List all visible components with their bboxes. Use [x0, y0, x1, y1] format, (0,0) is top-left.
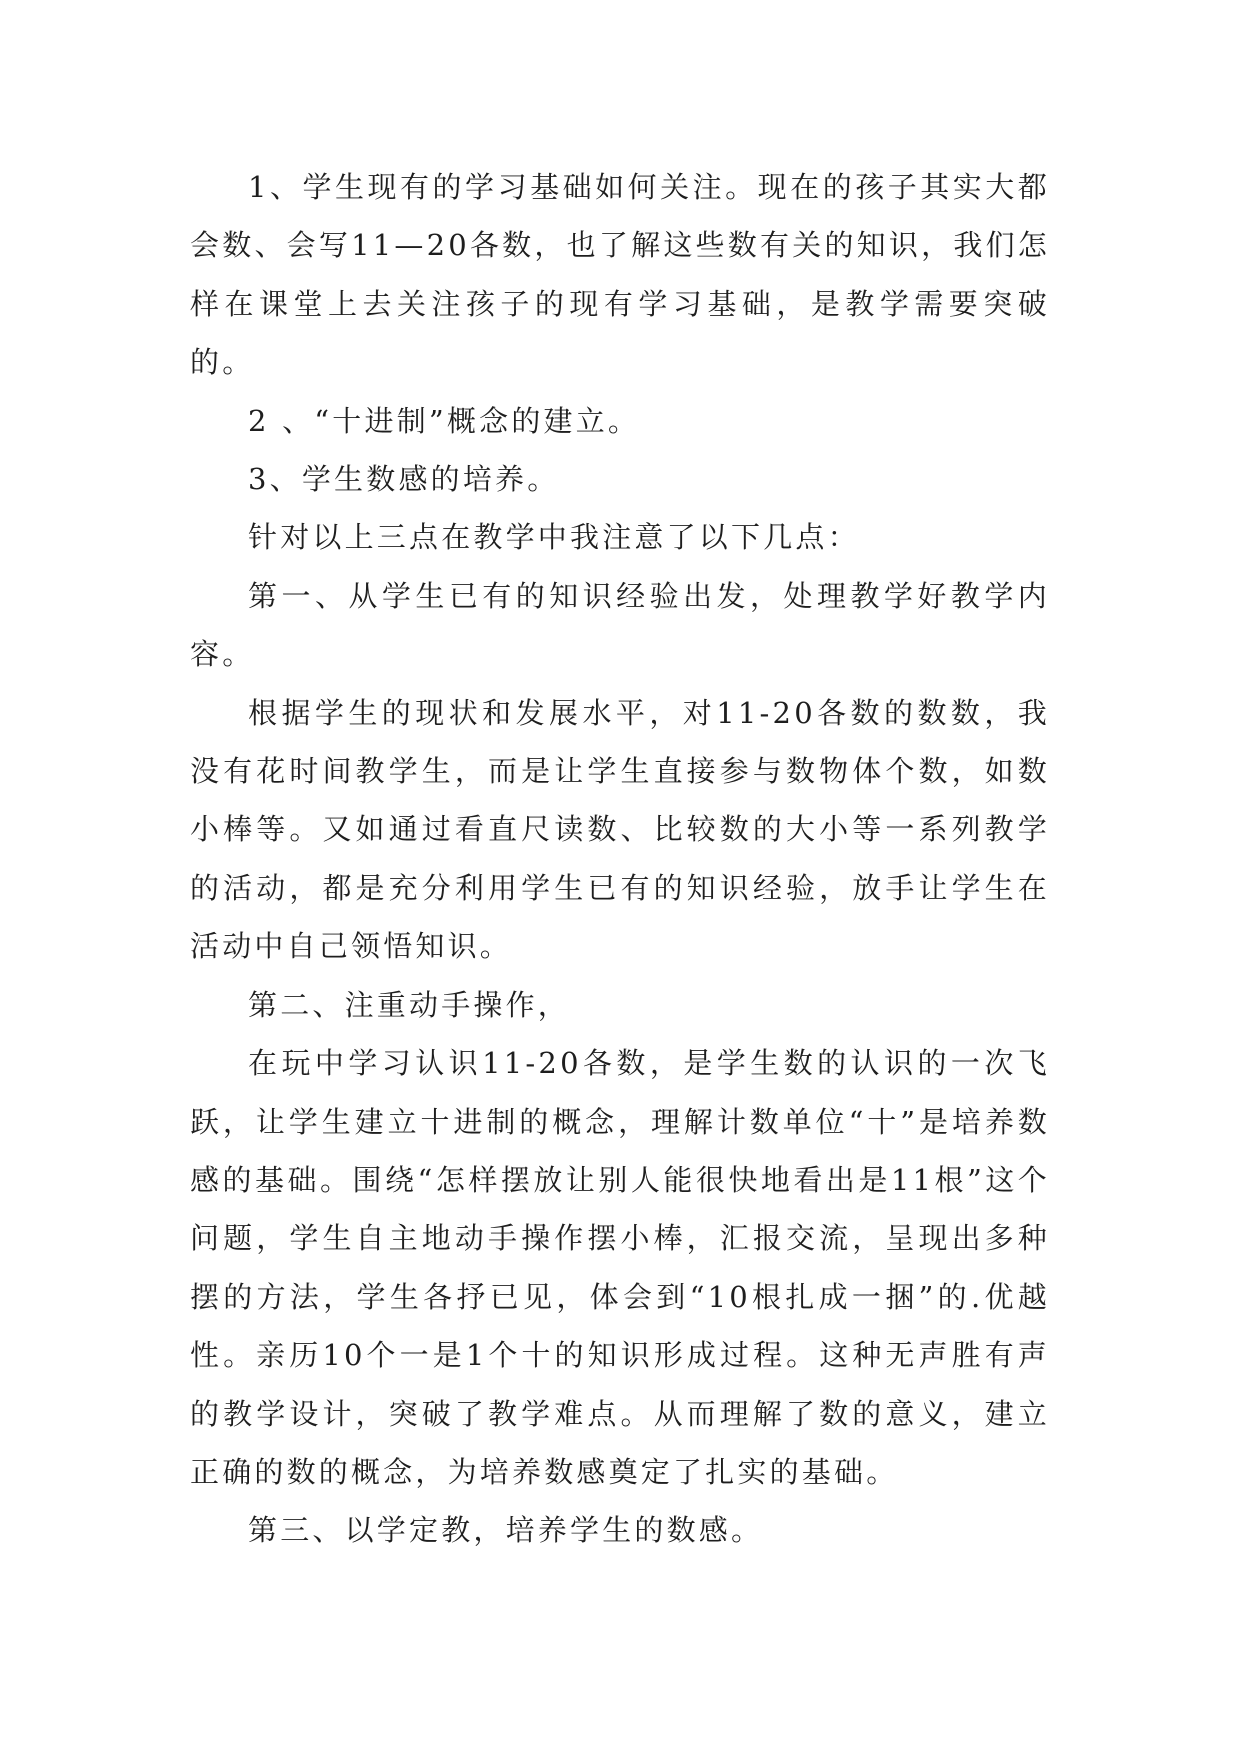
- paragraph-learning-basis: 1、学生现有的学习基础如何关注。现在的孩子其实大都会数、会写11—20各数，也了解这些数有关的知识，我们怎样在课堂上去关注孩子的现有学习基础，是教学需要突破的。: [190, 170, 1050, 380]
- document-body: [190, 158, 1050, 1560]
- paragraph-point-two-heading: 第二、注重动手操作，: [248, 987, 571, 1022]
- paragraph-point-three-heading: 第三、以学定教，培养学生的数感。: [248, 1513, 764, 1548]
- paragraph-point-two-body: 在玩中学习认识11-20各数，是学生数的认识的一次飞跃，让学生建立十进制的概念，理解计数单位“十”是培养数感的基础。围绕“怎样摆放让别人能很快地看出是11根”这个问题，学生自主地动手操作摆小棒，汇报交流，呈现出多种摆的方法，学生各抒已见，体会到“10根扎成一捆”的.优越性。亲历10个一是1个十的知识形成过程。这种无声胜有声的教学设计，突破了教学难点。从而理解了数的意义，建立正确的数的概念，为培养数感奠定了扎实的基础。: [190, 1046, 1050, 1489]
- paragraph-intro-points: 针对以上三点在教学中我注意了以下几点：: [248, 520, 860, 555]
- paragraph-decimal-concept: 2 、“十进制”概念的建立。: [248, 403, 641, 438]
- paragraph-point-one-body: 根据学生的现状和发展水平，对11-20各数的数数，我没有花时间教学生，而是让学生直接参与数物体个数，如数小棒等。又如通过看直尺读数、比较数的大小等一系列教学的活动，都是充分利用学生已有的知识经验，放手让学生在活动中自己领悟知识。: [190, 695, 1050, 964]
- paragraph-point-one-heading: 第一、从学生已有的知识经验出发，处理教学好教学内容。: [190, 578, 1050, 672]
- paragraph-number-sense: 3、学生数感的培养。: [248, 462, 560, 497]
